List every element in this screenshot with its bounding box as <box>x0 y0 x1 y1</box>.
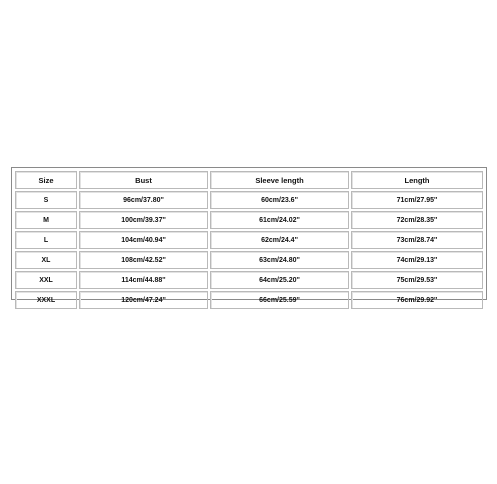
cell-sleeve-length: 60cm/23.6'' <box>210 191 349 209</box>
cell-sleeve-length: 64cm/25.20'' <box>210 271 349 289</box>
cell-length: 71cm/27.95'' <box>351 191 483 209</box>
table-row <box>15 231 483 249</box>
table-row <box>15 291 483 309</box>
cell-size: S <box>15 191 77 209</box>
header-length: Length <box>351 171 483 189</box>
table-row <box>15 271 483 289</box>
cell-bust: 108cm/42.52'' <box>79 251 208 269</box>
cell-length: 72cm/28.35'' <box>351 211 483 229</box>
cell-length: 74cm/29.13'' <box>351 251 483 269</box>
cell-bust: 104cm/40.94'' <box>79 231 208 249</box>
cell-length: 76cm/29.92'' <box>351 291 483 309</box>
header-size: Size <box>15 171 77 189</box>
cell-bust: 120cm/47.24'' <box>79 291 208 309</box>
cell-length: 75cm/29.53'' <box>351 271 483 289</box>
cell-sleeve-length: 63cm/24.80'' <box>210 251 349 269</box>
cell-bust: 96cm/37.80'' <box>79 191 208 209</box>
cell-size: XXL <box>15 271 77 289</box>
cell-size: XL <box>15 251 77 269</box>
cell-sleeve-length: 66cm/25.59'' <box>210 291 349 309</box>
header-bust: Bust <box>79 171 208 189</box>
cell-size: XXXL <box>15 291 77 309</box>
size-chart-table-frame <box>11 167 487 304</box>
header-sleeve-length: Sleeve length <box>210 171 349 189</box>
cell-sleeve-length: 62cm/24.4'' <box>210 231 349 249</box>
table-row <box>15 191 483 209</box>
cell-length: 73cm/28.74'' <box>351 231 483 249</box>
cell-size: L <box>15 231 77 249</box>
cell-bust: 114cm/44.88'' <box>79 271 208 289</box>
table-row <box>15 211 483 229</box>
cell-sleeve-length: 61cm/24.02'' <box>210 211 349 229</box>
table-row <box>15 251 483 269</box>
cell-bust: 100cm/39.37'' <box>79 211 208 229</box>
cell-size: M <box>15 211 77 229</box>
size-chart-table <box>13 169 485 311</box>
table-header-row <box>15 171 483 189</box>
